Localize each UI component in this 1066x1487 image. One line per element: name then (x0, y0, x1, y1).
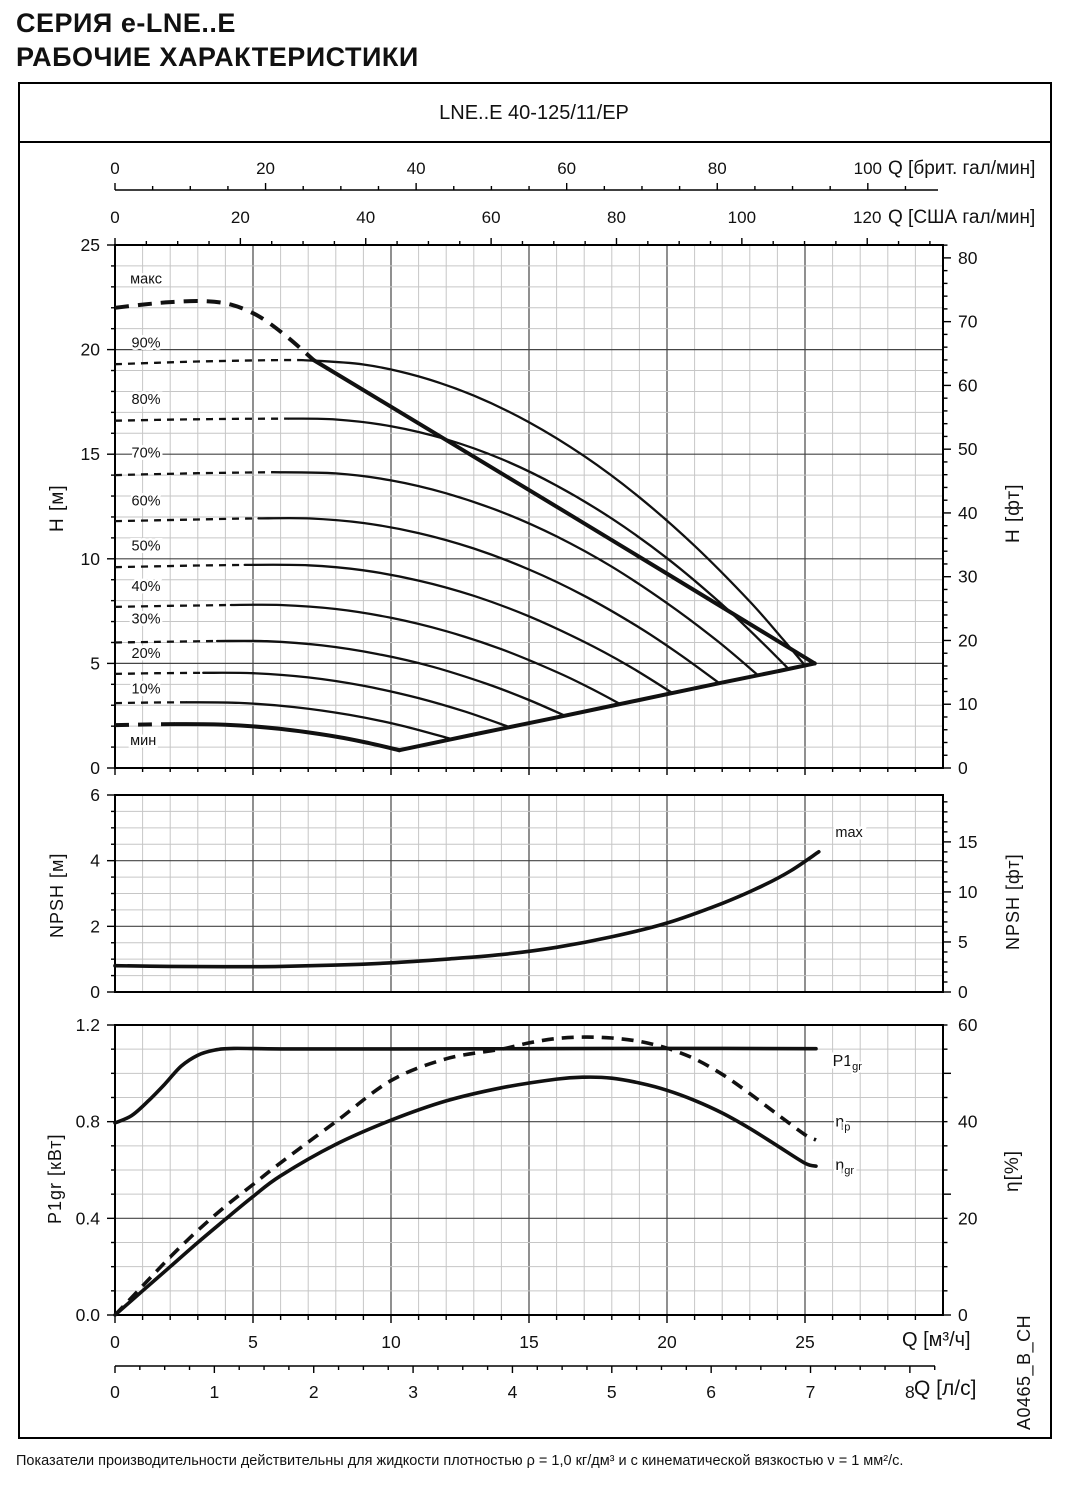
curve-p90 (115, 336, 805, 666)
svg-text:1.2: 1.2 (75, 1015, 100, 1035)
curve-label-p40: 40% (131, 579, 161, 596)
curve-label-max: макс (130, 271, 162, 288)
svg-text:5: 5 (606, 1382, 617, 1402)
svg-text:5: 5 (90, 653, 100, 674)
svg-text:10: 10 (80, 548, 100, 569)
svg-text:10: 10 (381, 1332, 401, 1352)
svg-text:60: 60 (958, 1015, 978, 1035)
axis-ls (110, 1366, 935, 1402)
svg-text:80: 80 (607, 208, 626, 227)
svg-text:3: 3 (408, 1382, 418, 1402)
curve-p50 (115, 538, 673, 693)
curve-label-p60: 60% (131, 493, 161, 510)
svg-text:25: 25 (795, 1332, 815, 1352)
svg-text:0: 0 (110, 159, 120, 178)
svg-text:20: 20 (657, 1332, 677, 1352)
axis-label-ls: Q [л/с] (914, 1377, 977, 1400)
curve-p40 (115, 579, 620, 704)
svg-text:30: 30 (958, 566, 978, 587)
curve-label-p1gr: $P1_{gr}$ (832, 1053, 862, 1074)
svg-text:7: 7 (805, 1382, 816, 1402)
svg-text:60: 60 (958, 375, 978, 396)
svg-text:1: 1 (209, 1382, 220, 1402)
svg-text:0.4: 0.4 (75, 1208, 100, 1229)
curve-p60 (115, 493, 719, 683)
svg-text:15: 15 (80, 444, 100, 465)
svg-text:8: 8 (905, 1382, 915, 1402)
axis-label-npsh-ft: NPSH [фт] (1003, 853, 1023, 950)
curve-p20 (115, 646, 510, 727)
svg-text:120: 120 (853, 208, 882, 227)
pump-model-title: LNE..E 40-125/11/EP (439, 102, 629, 124)
svg-text:40: 40 (406, 159, 426, 178)
axis-label-p1gr-kw: P1gr [кВт] (45, 1133, 65, 1224)
svg-text:40: 40 (958, 502, 978, 523)
svg-text:100: 100 (853, 159, 883, 178)
svg-text:20: 20 (80, 339, 100, 360)
svg-text:4: 4 (90, 850, 100, 871)
svg-text:0: 0 (90, 758, 100, 778)
axis-label-npsh-m: NPSH [м] (47, 852, 67, 938)
curve-eta-gr (115, 1077, 854, 1315)
svg-text:5: 5 (958, 931, 968, 952)
curve-min (115, 724, 399, 750)
svg-text:40: 40 (958, 1111, 978, 1132)
svg-text:25: 25 (80, 235, 100, 255)
svg-text:6: 6 (706, 1382, 717, 1402)
curve-label-p90: 90% (131, 335, 161, 352)
axis-label-head-m: Н [м] (47, 484, 68, 532)
curve-label-p50: 50% (131, 538, 161, 555)
svg-text:50: 50 (958, 439, 978, 460)
svg-text:0.8: 0.8 (75, 1111, 100, 1132)
axis-label-us-gpm: Q [США гал/мин] (888, 207, 1036, 228)
svg-text:10: 10 (958, 881, 978, 902)
svg-text:4: 4 (507, 1382, 518, 1402)
curve-label-min: мин (130, 732, 157, 749)
curve-label-p10: 10% (131, 681, 161, 698)
svg-text:15: 15 (958, 831, 978, 852)
drawing-code: A0465_B_CH (1014, 1314, 1034, 1430)
curve-label-p80: 80% (131, 391, 161, 408)
axis-label-eta-pct: η[%] (1002, 1149, 1023, 1192)
page-title-line1: СЕРИЯ e-LNE..E (16, 8, 236, 38)
svg-text:60: 60 (481, 208, 501, 227)
svg-text:20: 20 (958, 630, 978, 651)
svg-text:2: 2 (308, 1382, 319, 1402)
footer-note: Показатели производительности действительны для жидкости плотностью ρ = 1,0 кг/дм³ и с кинематической вязкостью ν = 1 мм²/с. (16, 1453, 904, 1469)
curve-label-npsh-max: max (835, 825, 863, 842)
svg-text:5: 5 (248, 1332, 258, 1352)
svg-text:40: 40 (356, 208, 376, 227)
svg-text:0: 0 (958, 1305, 968, 1325)
svg-text:0: 0 (958, 982, 968, 1002)
chart-power-efficiency (76, 1015, 978, 1352)
svg-text:20: 20 (230, 208, 250, 227)
svg-text:10: 10 (958, 694, 978, 715)
svg-text:80: 80 (707, 159, 727, 178)
svg-text:6: 6 (90, 785, 100, 805)
curve-label-eta-gr: $\eta_{gr}$ (835, 1157, 855, 1177)
svg-text:0: 0 (110, 208, 120, 227)
svg-text:100: 100 (727, 208, 757, 227)
svg-text:0: 0 (110, 1382, 120, 1402)
svg-text:0: 0 (958, 758, 968, 778)
svg-text:20: 20 (958, 1208, 978, 1229)
svg-text:80: 80 (958, 247, 978, 268)
chart-npsh (90, 785, 977, 1002)
svg-text:70: 70 (958, 311, 978, 332)
svg-text:0: 0 (110, 1332, 120, 1352)
svg-text:20: 20 (256, 159, 276, 178)
axis-label-imp-gpm: Q [брит. гал/мин] (888, 158, 1036, 179)
svg-text:60: 60 (557, 159, 577, 178)
svg-text:2: 2 (90, 916, 100, 937)
curve-label-eta-p: $\eta_p$ (835, 1113, 851, 1134)
svg-text:15: 15 (519, 1332, 539, 1352)
chart-hq (81, 208, 978, 778)
axis-label-m3h: Q [м³/ч] (902, 1329, 971, 1351)
axis-imp-gpm (110, 159, 938, 190)
svg-text:0: 0 (90, 982, 100, 1002)
curve-label-p20: 20% (131, 646, 161, 663)
page-title-line2: РАБОЧИЕ ХАРАКТЕРИСТИКИ (16, 42, 419, 72)
curve-label-p70: 70% (131, 445, 161, 462)
svg-text:0.0: 0.0 (75, 1305, 100, 1325)
curve-npsh-max (115, 825, 864, 967)
axis-label-head-ft: Н [фт] (1003, 483, 1024, 543)
curve-label-p30: 30% (131, 611, 161, 628)
